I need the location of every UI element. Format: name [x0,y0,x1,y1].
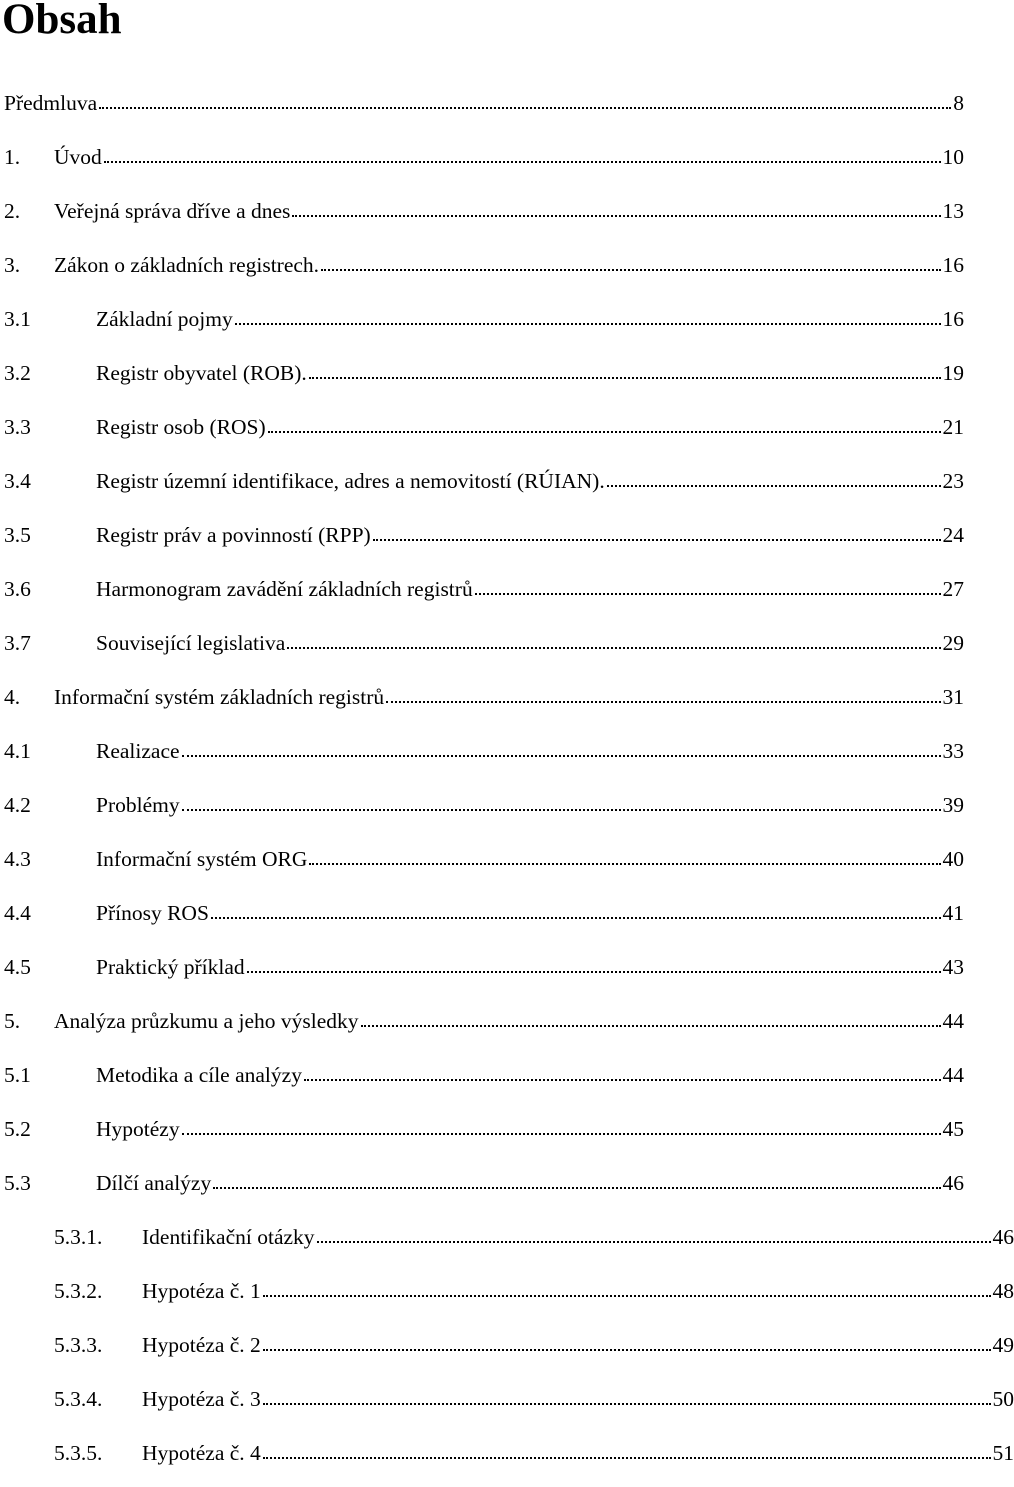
toc-entry-number: 4.4 [4,901,31,925]
toc-entry-number: 1. [4,145,21,169]
toc-entry-page: 46 [942,1171,964,1195]
toc-entry-page: 16 [942,307,964,331]
toc-entry[interactable] [0,736,964,766]
toc-entry[interactable] [0,142,964,172]
toc-entry-title: Hypotézy [96,1117,180,1141]
page-title: Obsah [2,0,122,43]
toc-entry-page: 44 [942,1009,964,1033]
toc-entry-number: 5.3.1. [54,1225,103,1249]
toc-entry-number: 5.3.5. [54,1441,103,1465]
toc-entry-page: 16 [942,253,964,277]
toc-entry-page: 29 [942,631,964,655]
dot-leader [304,1079,941,1081]
dot-leader [309,377,941,379]
dot-leader [607,485,941,487]
toc-entry-page: 10 [942,145,964,169]
dot-leader [211,917,941,919]
toc-entry-number: 4. [4,685,21,709]
toc-entry-title: Realizace [96,739,180,763]
toc-entry-title: Základní pojmy [96,307,233,331]
toc-entry-page: 44 [942,1063,964,1087]
dot-leader [317,1241,991,1243]
dot-leader [263,1349,991,1351]
toc-entry-page: 19 [942,361,964,385]
toc-entry-number: 5.3.2. [54,1279,103,1303]
toc-entry[interactable] [0,574,964,604]
toc-entry[interactable] [0,358,964,388]
toc-entry-title: Hypotéza č. 3 [142,1387,261,1411]
toc-entry-title: Registr územní identifikace, adres a nemovitostí (RÚIAN). [96,469,605,493]
toc-entry[interactable] [0,952,964,982]
toc-entry-number: 3.6 [4,577,31,601]
toc-entry-number: 3. [4,253,21,277]
dot-leader [247,971,941,973]
toc-entry-title: Registr osob (ROS) [96,415,266,439]
toc-entry-number: 5.2 [4,1117,31,1141]
toc-entry-page: 51 [992,1441,1014,1465]
toc-entry-page: 31 [942,685,964,709]
toc-entry-title: Hypotéza č. 4 [142,1441,261,1465]
dot-leader [361,1025,941,1027]
toc-entry-title: Registr práv a povinností (RPP) [96,523,371,547]
toc-entry-title: Metodika a cíle analýzy [96,1063,302,1087]
toc-entry-page: 41 [942,901,964,925]
toc-entry-number: 3.7 [4,631,31,655]
toc-entry-number: 4.1 [4,739,31,763]
dot-leader [287,647,940,649]
toc-entry[interactable] [0,304,964,334]
toc-entry-number: 4.2 [4,793,31,817]
toc-entry-title: Hypotéza č. 2 [142,1333,261,1357]
toc-entry[interactable] [0,1276,1014,1306]
toc-entry[interactable] [0,682,964,712]
toc-entry-title: Registr obyvatel (ROB). [96,361,307,385]
toc-entry[interactable] [0,898,964,928]
dot-leader [386,701,940,703]
toc-entry[interactable] [0,628,964,658]
toc-entry[interactable] [0,520,964,550]
dot-leader [263,1295,991,1297]
toc-entry-page: 33 [942,739,964,763]
toc-entry-title: Praktický příklad [96,955,245,979]
toc-entry-number: 3.4 [4,469,31,493]
toc-entry-number: 4.5 [4,955,31,979]
dot-leader [182,1133,941,1135]
toc-entry-title: Analýza průzkumu a jeho výsledky [54,1009,359,1033]
toc-entry-number: 3.5 [4,523,31,547]
toc-entry-page: 48 [992,1279,1014,1303]
toc-entry[interactable] [0,844,964,874]
toc-entry-title: Harmonogram zavádění základních registrů [96,577,473,601]
toc-entry[interactable] [0,1168,964,1198]
toc-entry-number: 5.3.4. [54,1387,103,1411]
toc-entry-number: 5. [4,1009,21,1033]
toc-entry[interactable] [0,1330,1014,1360]
dot-leader [268,431,941,433]
toc-entry-title: Problémy [96,793,180,817]
toc-entry-page: 39 [942,793,964,817]
toc-entry-page: 43 [942,955,964,979]
toc-entry-number: 2. [4,199,21,223]
dot-leader [373,539,941,541]
toc-entry-title: Předmluva [4,91,98,115]
toc-entry[interactable] [0,88,964,118]
toc-entry-page: 23 [942,469,964,493]
toc-entry-title: Informační systém ORG [96,847,308,871]
toc-entry-title: Identifikační otázky [142,1225,315,1249]
dot-leader [104,161,941,163]
toc-entry[interactable] [0,250,964,280]
toc-entry-title: Informační systém základních registrů [54,685,385,709]
toc-entry-number: 5.3 [4,1171,31,1195]
toc-entry[interactable] [0,1060,964,1090]
toc-entry[interactable] [0,196,964,226]
toc-entry-page: 13 [942,199,964,223]
dot-leader [475,593,941,595]
dot-leader [309,863,940,865]
toc-entry[interactable] [0,466,964,496]
toc-entry-title: Veřejná správa dříve a dnes [54,199,291,223]
toc-entry-title: Úvod [54,145,102,169]
toc-entry-page: 50 [992,1387,1014,1411]
toc-entry[interactable] [0,1384,1014,1414]
toc-entry-number: 5.3.3. [54,1333,103,1357]
toc-entry[interactable] [0,1438,1014,1468]
toc-entry[interactable] [0,1222,1014,1252]
toc-entry-number: 3.2 [4,361,31,385]
toc-entry-number: 3.3 [4,415,31,439]
toc-entry-title: Zákon o základních registrech. [54,253,320,277]
toc-entry[interactable] [0,412,964,442]
toc-entry[interactable] [0,790,964,820]
toc-entry-title: Související legislativa [96,631,286,655]
toc-entry-page: 21 [942,415,964,439]
dot-leader [182,755,941,757]
dot-leader [213,1187,940,1189]
dot-leader [99,107,951,109]
toc-entry-page: 27 [942,577,964,601]
dot-leader [263,1403,991,1405]
dot-leader [321,269,940,271]
toc-entry[interactable] [0,1006,964,1036]
toc-entry-number: 3.1 [4,307,31,331]
dot-leader [235,323,941,325]
toc-entry-title: Hypotéza č. 1 [142,1279,261,1303]
toc-entry-page: 49 [992,1333,1014,1357]
toc-entry-number: 5.1 [4,1063,31,1087]
toc-entry-page: 46 [992,1225,1014,1249]
toc-entry-title: Dílčí analýzy [96,1171,212,1195]
toc-entry-page: 8 [953,91,964,115]
dot-leader [292,215,940,217]
toc-entry-title: Přínosy ROS [96,901,209,925]
toc-entry[interactable] [0,1114,964,1144]
toc-entry-number: 4.3 [4,847,31,871]
dot-leader [263,1457,991,1459]
toc-entry-page: 24 [942,523,964,547]
toc-entry-page: 45 [942,1117,964,1141]
dot-leader [182,809,941,811]
toc-entry-page: 40 [942,847,964,871]
